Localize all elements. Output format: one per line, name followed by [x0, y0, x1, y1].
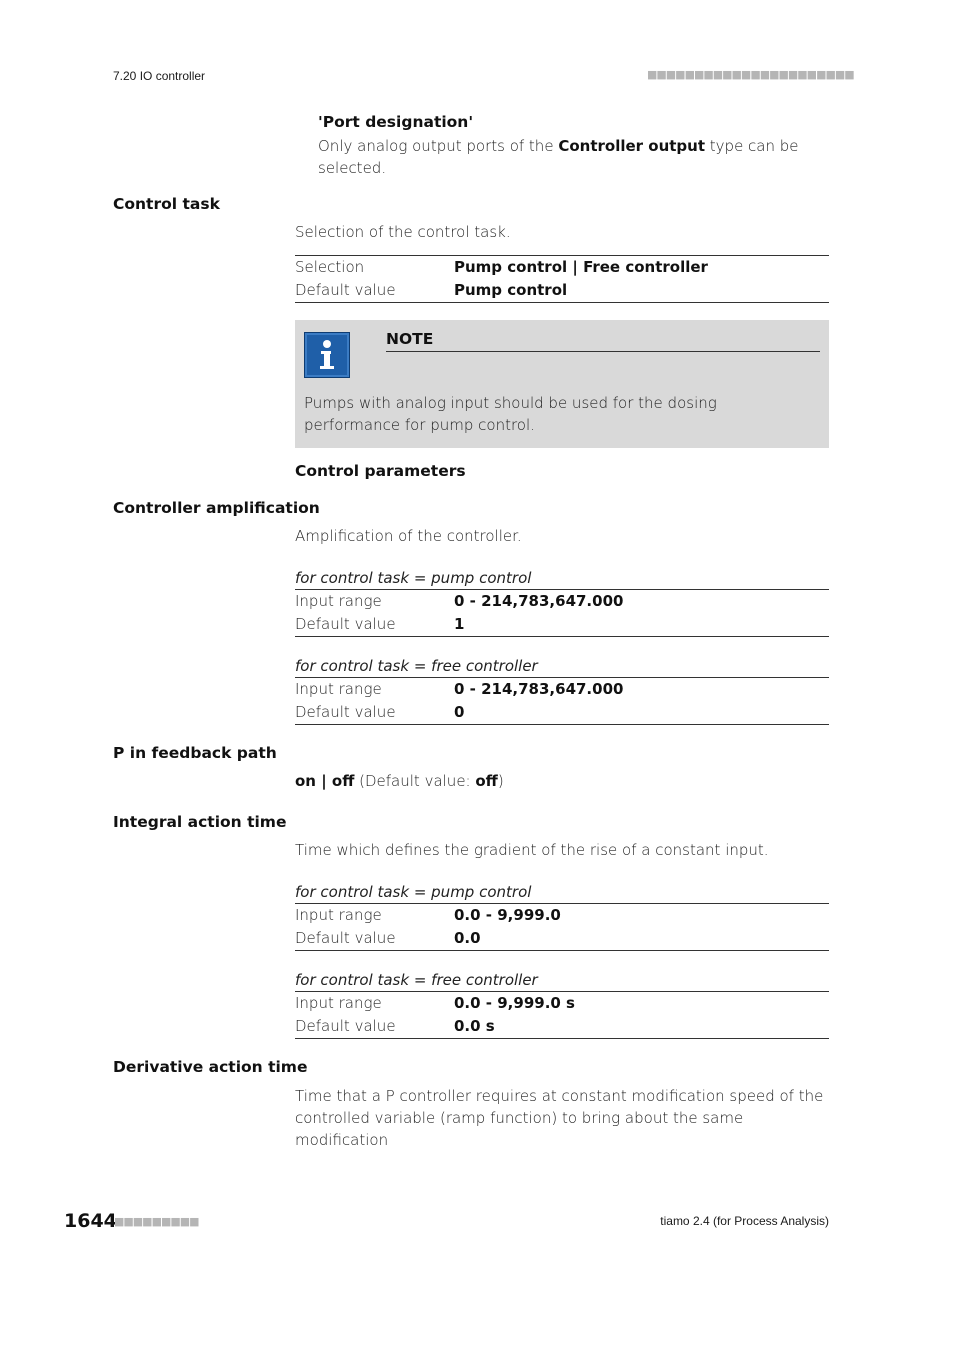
note-text: Pumps with analog input should be used for the dosing performance for pump control.: [304, 394, 717, 434]
table-value: 0.0 - 9,999.0 s: [454, 994, 575, 1012]
table-caption: for control task = pump control: [295, 569, 532, 587]
table-value: 0: [454, 702, 465, 721]
table-caption: for control task = free controller: [295, 657, 538, 675]
info-icon: [304, 332, 350, 378]
table-key: Input range: [295, 680, 382, 698]
p-feedback-options: [295, 770, 504, 792]
table-key: Input range: [295, 592, 382, 610]
table-row: [295, 992, 829, 1015]
table-key: Default value: [295, 614, 396, 633]
integral-free-table: [295, 969, 829, 1039]
table-key: Default value: [295, 928, 396, 947]
table-key: Default value: [295, 1016, 396, 1035]
table-key: Input range: [295, 994, 382, 1012]
table-row: [295, 256, 829, 279]
table-value: 0 - 214,783,647.000: [454, 680, 624, 698]
table-value: 0 - 214,783,647.000: [454, 592, 624, 610]
table-value: 0.0: [454, 928, 481, 947]
port-designation-text: [318, 135, 818, 179]
note-title: NOTE: [386, 330, 820, 352]
derivative-action-time-description: Time that a P controller requires at constant modification speed of the controlled variable (ramp function) to bring about the same modification: [295, 1087, 824, 1149]
table-value: Pump control | Free controller: [454, 258, 708, 276]
control-task-heading: Control task: [113, 195, 220, 213]
integral-action-time-description: Time which defines the gradient of the rise of a constant input.: [295, 841, 769, 859]
table-value: 0.0 - 9,999.0: [454, 906, 561, 924]
port-designation-text-after: type can be selected.: [318, 137, 799, 177]
running-header-section: 7.20 IO controller: [113, 69, 206, 83]
p-feedback-heading: P in feedback path: [113, 744, 277, 762]
controller-amplification-heading: Controller amplification: [113, 499, 320, 517]
p-feedback-default-prefix: (Default value:: [354, 772, 476, 790]
table-value: 0.0 s: [454, 1016, 495, 1035]
table-row: [295, 904, 829, 927]
table-row: [295, 927, 829, 950]
footer-product: tiamo 2.4 (for Process Analysis): [660, 1214, 829, 1228]
control-task-description: Selection of the control task.: [295, 223, 511, 241]
table-caption: for control task = free controller: [295, 971, 538, 989]
control-task-table: [295, 255, 829, 303]
amplification-free-table: [295, 655, 829, 725]
table-row: [295, 678, 829, 701]
page-number: 1644: [64, 1210, 117, 1232]
table-value: Pump control: [454, 280, 568, 299]
table-value: 1: [454, 614, 465, 633]
footer-dots-decoration: ■■■■■■■■■: [114, 1215, 199, 1228]
derivative-action-time-heading: Derivative action time: [113, 1058, 308, 1076]
table-key: Input range: [295, 906, 382, 924]
table-key: Default value: [295, 702, 396, 721]
table-key: Default value: [295, 280, 396, 299]
header-dots-decoration: ■■■■■■■■■■■■■■■■■■■■■■: [647, 68, 854, 81]
note-box: [295, 320, 829, 448]
p-feedback-default-value: off: [475, 772, 498, 790]
table-row: [295, 701, 829, 724]
table-row: [295, 279, 829, 302]
table-key: Selection: [295, 258, 365, 276]
controller-output-term: Controller output: [558, 137, 706, 155]
port-designation-title: 'Port designation': [318, 113, 474, 131]
table-caption: for control task = pump control: [295, 883, 532, 901]
table-row: [295, 1015, 829, 1038]
p-feedback-default-suffix: ): [497, 772, 504, 790]
table-row: [295, 590, 829, 613]
table-row: [295, 613, 829, 636]
controller-amplification-description: Amplification of the controller.: [295, 527, 522, 545]
integral-action-time-heading: Integral action time: [113, 813, 287, 831]
control-parameters-heading: Control parameters: [295, 462, 466, 480]
port-designation-text-before: Only analog output ports of the: [318, 137, 559, 155]
amplification-pump-table: [295, 567, 829, 637]
p-feedback-option-values: on | off: [295, 772, 355, 790]
integral-pump-table: [295, 881, 829, 951]
